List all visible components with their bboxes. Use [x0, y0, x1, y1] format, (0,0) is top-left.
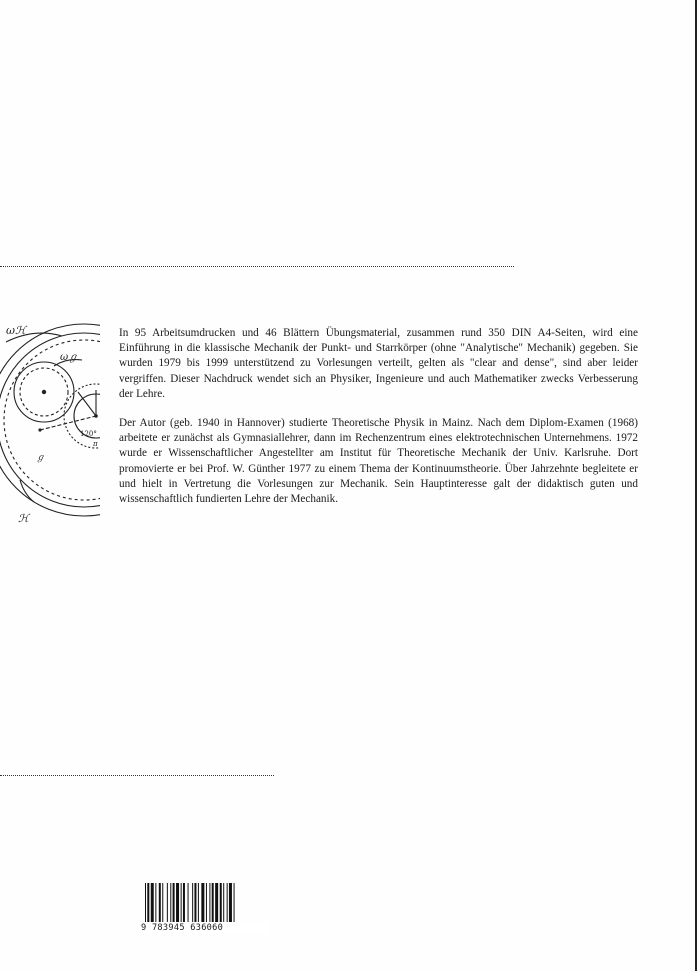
dotted-rule-top	[0, 266, 514, 267]
dotted-rule-bottom	[0, 775, 274, 776]
barcode-bar	[162, 883, 163, 923]
barcode-bar	[194, 883, 196, 923]
label-omega-h: ωℋ	[6, 324, 26, 337]
gear-diagram	[0, 308, 100, 536]
barcode-bar	[209, 883, 210, 923]
barcode-bar	[155, 883, 156, 923]
label-h: ℋ	[18, 512, 29, 525]
paragraph-book-description: In 95 Arbeitsumdrucken und 46 Blättern Übungsmaterial, zusammen rund 350 DIN A4-Seiten, wird eine Einführung in die klassische Mechanik der Punkt- und Starrkörper (ohne "Analytische" Mechanik) gegeben. Sie wurden 1979 bis 1999 unterstützend zu Vorlesungen verteilt, gelten als "clear and dense", sind aber leider vergriffen. Dieser Nachdruck wendet sich an Physiker, Ingenieure und auch Mathematiker zwecks Verbesserung der Lehre.	[119, 327, 638, 400]
barcode-bar	[159, 883, 161, 923]
barcode-bar	[212, 883, 214, 923]
barcode-bar	[223, 883, 224, 923]
barcode-bar	[201, 883, 204, 923]
label-g: ℊ	[36, 453, 46, 463]
label-pi: π	[93, 440, 98, 448]
barcode-bar	[181, 883, 182, 923]
barcode-bar	[198, 883, 199, 923]
label-omega-p: ωℊ	[60, 352, 79, 363]
ring-gear-outer	[0, 324, 100, 516]
barcode-bar	[220, 883, 222, 923]
barcode-bar	[176, 883, 179, 923]
barcode-bar	[206, 883, 207, 923]
barcode-digits: 9 783945 636060	[141, 922, 269, 934]
barcode-bar	[183, 883, 185, 923]
barcode-bar	[227, 883, 228, 923]
ring-gear-teeth	[4, 340, 100, 500]
barcode-bar	[167, 883, 168, 923]
barcode-bar	[173, 883, 175, 923]
barcode-bar	[151, 883, 154, 923]
description-text	[119, 326, 638, 521]
barcode-bar	[170, 883, 171, 923]
paragraph-author-bio: Der Autor (geb. 1940 in Hannover) studierte Theoretische Physik in Mainz. Nach dem Diplom-Examen (1968) arbeitete er zunächst als Gymnasiallehrer, dann im Rechenzentrum eines elektrotechnischen Unternehmens. 1972 wurde er Wissenschaftlicher Angestellter am Institut für Theoretische Mechanik der Univ. Karlsruhe. Dort promovierte er bei Prof. W. Günther 1977 zu einem Thema der Kontinuumstheorie. Über Jahrzehnte begleitete er und hielt in Vertretung die Vorlesungen zur Mechanik. Sein Hauptinteresse galt der didaktisch guten und wissenschaftlich fundierten Lehre der Mechanik.	[119, 417, 638, 506]
label-angle: 120°	[80, 430, 97, 438]
ring-gear-inner	[0, 333, 100, 507]
barcode-bar	[215, 883, 218, 923]
